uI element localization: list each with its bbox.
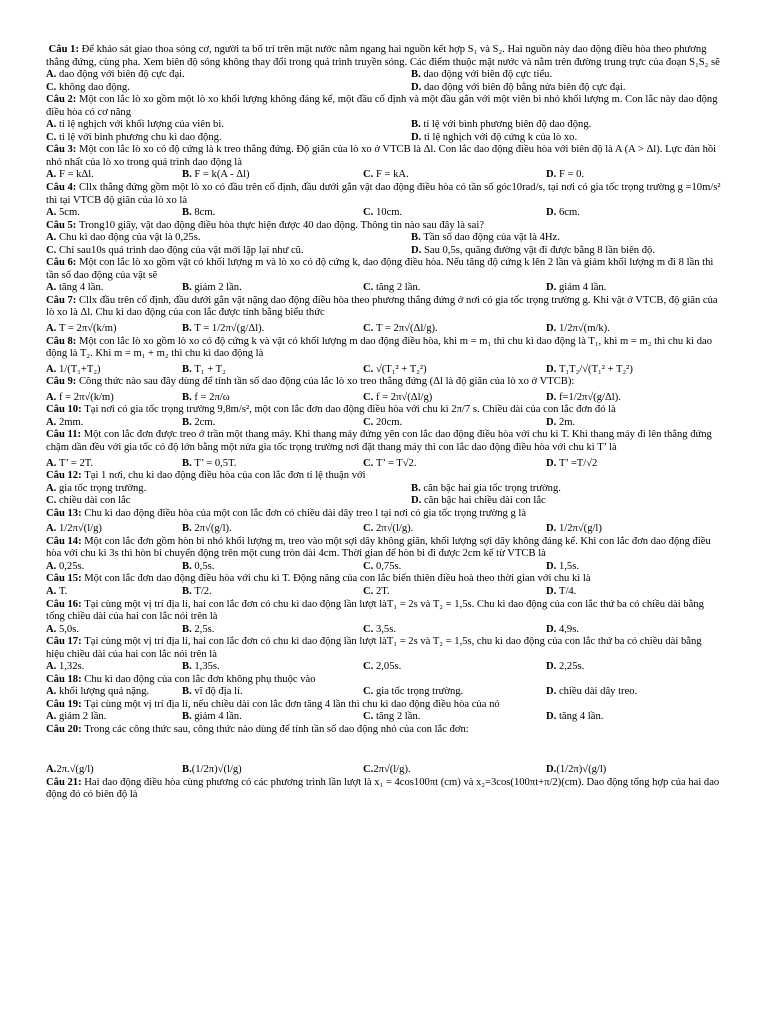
answer-options xyxy=(46,169,722,182)
answer-option-b[interactable]: B. Tần số dao động của vật là 4Hz. xyxy=(411,232,560,244)
answer-option-b[interactable]: B. T’ = 0,5T. xyxy=(182,457,237,469)
question-16 xyxy=(46,599,722,637)
question-text: Tại cùng một vị trí địa lí, hai con lắc đơn có chu kì dao động lần lượt làT₁ = 2s và T₂ = 1,5s, chu kì dao động của con lắc thứ ba có chiều dài bằng hiệu chiều dài của hai con lắc nói trên là xyxy=(46,636,702,660)
answer-option-d[interactable]: D. căn bậc hai chiều dài con lắc xyxy=(411,495,546,507)
answer-option-a[interactable]: A. giảm 2 lần. xyxy=(46,711,107,723)
question-13 xyxy=(46,508,722,536)
answer-option-b[interactable]: B. căn bậc hai gia tốc trọng trường. xyxy=(411,482,561,494)
answer-option-d[interactable]: D. F = 0. xyxy=(546,169,585,181)
question-stem xyxy=(46,573,722,586)
answer-option-b[interactable]: B. 2π√(g/l). xyxy=(182,523,232,535)
question-stem xyxy=(46,44,722,69)
question-stem xyxy=(46,599,722,624)
answer-option-a[interactable]: A. 1,32s. xyxy=(46,661,85,673)
question-text: Trong10 giây, vật dao động điều hòa thực hiện được 40 dao động. Thông tin nào sau đây là sai? xyxy=(78,219,485,231)
answer-option-c[interactable]: C. 3,5s. xyxy=(363,623,396,635)
question-text: Một con lắc đơn dao động điều hòa với chu kì T. Động năng của con lắc biến thiên điều hoà theo thời gian với chu kì là xyxy=(84,573,591,585)
question-text: Một con lắc lò xo gồm vật có khối lượng m và lò xo có độ cứng k, dao động điều hòa. Nếu tăng độ cứng k lên 2 lần và giảm khối lượng m đi 8 lần thì tần số dao động của vật sẽ xyxy=(46,257,714,281)
answer-option-b[interactable]: B. tỉ lệ với bình phương biên độ dao động. xyxy=(411,119,592,131)
question-18 xyxy=(46,674,722,699)
answer-options xyxy=(46,737,722,777)
question-3 xyxy=(46,144,722,182)
question-text: Chu kì dao động của con lắc đơn không phụ thuộc vào xyxy=(84,673,316,685)
question-stem xyxy=(46,699,722,712)
answer-option-c[interactable]: C. 2π√(l/g). xyxy=(363,763,411,775)
question-text: Tại cùng một vị trí địa lí, nếu chiều dài con lắc đơn tăng 4 lần thì chu kì dao động điều hòa của nó xyxy=(84,698,500,710)
answer-options xyxy=(46,361,722,377)
answer-option-b[interactable]: B. 2,5s. xyxy=(182,623,215,635)
answer-options xyxy=(46,520,722,536)
question-text: Cllx đầu trên cố định, đầu dưới gắn vật nặng dao động điều hòa theo phương thẳng đứng ở nơi có gia tốc trọng trường g. Khi vật ở VTCB, độ giãn của lò xo là Δl. Chu kì dao động của con lắc được tính bằng biểu thức xyxy=(46,294,718,319)
answer-option-a[interactable]: A. gia tốc trọng trường. xyxy=(46,482,147,494)
question-number: Câu 18: xyxy=(46,673,82,685)
answer-option-d[interactable]: D. 6cm. xyxy=(546,207,580,219)
question-stem xyxy=(46,636,722,661)
question-stem xyxy=(46,674,722,687)
answer-option-b[interactable]: B. T₁ + T₂ xyxy=(182,363,226,375)
answer-option-b[interactable]: B. giảm 4 lần. xyxy=(182,711,242,723)
question-number: Câu 12: xyxy=(46,470,82,482)
question-text: Một con lắc đơn được treo ở trần một thang máy. Khi thang máy đứng yên con lắc dao động điều hòa với chu kì T. Khi thang máy đi lên thẳng đứng chậm dần đều với gia tốc có độ lớn bằng một nửa gia tốc trọng trường nơi đặt thang máy thì con lắc dao động điều hòa với chu kì T’ là xyxy=(46,429,712,453)
question-number: Câu 20: xyxy=(46,723,82,735)
question-text: Để khảo sát giao thoa sóng cơ, người ta bố trí trên mặt nước nằm ngang hai nguồn kết hợp S₁ và S₂. Hai nguồn này dao động điều hòa theo phương thẳng đứng, cùng pha. Xem biên độ sóng không thay đổi trong quá trình truyền sóng. Các điểm thuộc mặt nước và nằm trên đường trung trực của đoạn S₁S₂ sẽ xyxy=(46,44,720,68)
question-text: Một con lắc lò xo gồm lò xo có độ cứng k và vật có khối lượng m dao động điều hòa, khi m = m₁ thì chu kì dao động là T₁, khi m = m₂ thì chu kì dao động là T₂. Khi m = m₁ + m₂ thì chu kì dao động là xyxy=(46,335,713,360)
question-text: Cllx thẳng đứng gồm một lò xo có đầu trên cố định, đầu dưới gắn vật dao động điều hòa có tần số góc10rad/s, tại nơi có gia tốc trọng trường g =10m/s² thì tại VTCB độ giãn của lò xo là xyxy=(46,182,721,206)
question-text: Một con lắc đơn gồm hòn bi nhỏ khối lượng m, treo vào một sợi dây không giãn, khối lượng sợi dây không đáng kể. Khi con lắc đơn dao động điều hòa với chu kì 3s thì hòn bi chuyển động trên một cung tròn dài 4cm. Thời gian để hòn bi đi được 2cm kể từ VTCB là xyxy=(46,535,711,560)
answer-option-b[interactable]: B. 1,35s. xyxy=(182,661,220,673)
question-number: Câu 17: xyxy=(46,636,82,648)
question-17 xyxy=(46,636,722,674)
question-number: Câu 19: xyxy=(46,698,82,710)
answer-option-d[interactable]: D. 4,9s. xyxy=(546,623,579,635)
answer-option-c[interactable]: C. f = 2π√(Δl/g) xyxy=(363,391,433,403)
question-2 xyxy=(46,94,722,144)
answer-option-b[interactable]: B. 8cm. xyxy=(182,207,216,219)
question-stem xyxy=(46,777,722,802)
answer-option-a[interactable]: A. dao động với biên độ cực đại. xyxy=(46,69,185,81)
answer-option-c[interactable]: C. 2π√(l/g). xyxy=(363,523,414,535)
answer-options xyxy=(46,661,722,674)
question-21 xyxy=(46,777,722,802)
question-15 xyxy=(46,573,722,598)
answer-options xyxy=(46,69,722,94)
question-stem xyxy=(46,376,722,389)
answer-option-d[interactable]: D. 2m. xyxy=(546,416,576,428)
question-stem xyxy=(46,508,722,521)
question-number: Câu 4: xyxy=(46,182,77,194)
answer-options xyxy=(46,561,722,574)
answer-option-a[interactable]: A. 2mm. xyxy=(46,416,84,428)
answer-option-a[interactable]: A. 0,25s. xyxy=(46,560,85,572)
answer-options xyxy=(46,483,722,508)
answer-option-c[interactable]: C. không dao động. xyxy=(46,81,130,93)
answer-option-b[interactable]: B. giảm 2 lần. xyxy=(182,282,242,294)
question-20 xyxy=(46,724,722,777)
answer-option-b[interactable]: B. T = 1/2π√(g/Δl). xyxy=(182,323,265,335)
answer-option-a[interactable]: A. Chu kì dao động của vật là 0,25s. xyxy=(46,232,201,244)
question-number: Câu 11: xyxy=(46,429,82,441)
answer-option-c[interactable]: C. T’ = T√2. xyxy=(363,457,417,469)
answer-option-c[interactable]: C. tỉ lệ với bình phương chu kì dao động. xyxy=(46,131,222,143)
answer-option-c[interactable]: C. 2T. xyxy=(363,585,390,597)
answer-options xyxy=(46,389,722,405)
answer-option-d[interactable]: D. tỉ lệ nghịch với độ cứng k của lò xo. xyxy=(411,131,578,143)
question-10 xyxy=(46,404,722,429)
question-number: Câu 14: xyxy=(46,535,82,547)
question-number: Câu 6: xyxy=(46,257,77,269)
answer-option-a[interactable]: A. F = kΔl. xyxy=(46,169,94,181)
question-14 xyxy=(46,536,722,574)
question-text: Tại 1 nơi, chu kì dao động điều hòa của con lắc đơn tỉ lệ thuận với xyxy=(84,470,366,482)
answer-option-d[interactable]: D. (1/2π)√(g/l) xyxy=(546,763,607,775)
answer-option-c[interactable]: C. tăng 2 lần. xyxy=(363,711,421,723)
question-number: Câu 2: xyxy=(46,94,77,106)
question-text: Tại nơi có gia tốc trọng trường 9,8m/s², một con lắc đơn dao động điều hòa với chu kì 2π/7 s. Chiều dài của con lắc đơn đó là xyxy=(84,404,616,416)
question-8 xyxy=(46,336,722,377)
answer-option-d[interactable]: D. T’ =T/√2 xyxy=(546,457,598,469)
answer-option-d[interactable]: D. T/4. xyxy=(546,585,577,597)
answer-options xyxy=(46,282,722,295)
question-text: Trong các công thức sau, công thức nào dùng để tính tần số dao động nhỏ của con lắc đơn: xyxy=(84,723,469,735)
answer-option-d[interactable]: D. 1/2π√(m/k). xyxy=(546,323,610,335)
answer-option-d[interactable]: D. dao động với biên độ bằng nửa biên độ cực đại. xyxy=(411,81,626,93)
question-6 xyxy=(46,257,722,295)
answer-options xyxy=(46,686,722,699)
question-1 xyxy=(46,44,722,94)
question-12 xyxy=(46,470,722,508)
answer-option-a[interactable]: A. T’ = 2T. xyxy=(46,457,94,469)
answer-option-d[interactable]: D. 2,25s. xyxy=(546,661,585,673)
answer-option-b[interactable]: B. (1/2π)√(l/g) xyxy=(182,763,242,775)
question-stem xyxy=(46,220,722,233)
question-text: Tại cùng một vị trí địa lí, hai con lắc đơn có chu kì dao động lần lượt làT₁ = 2s và T₂ = 1,5s. Chu kì dao động của con lắc thứ ba có chiều dài bằng tổng chiều dài của hai con lắc nói trên là xyxy=(46,598,704,623)
answer-option-a[interactable]: A. 5,0s. xyxy=(46,623,79,635)
question-stem xyxy=(46,257,722,282)
answer-option-a[interactable]: A. tỉ lệ nghịch với khối lượng của viên bi. xyxy=(46,119,224,131)
answer-option-b[interactable]: B. 2cm. xyxy=(182,416,216,428)
question-number: Câu 15: xyxy=(46,573,82,585)
question-7 xyxy=(46,295,722,336)
answer-options xyxy=(46,624,722,637)
answer-option-c[interactable]: C. 2,05s. xyxy=(363,661,402,673)
question-stem xyxy=(46,336,722,361)
answer-option-d[interactable]: D. Sau 0,5s, quãng đường vật đi được bằng 8 lần biên độ. xyxy=(411,244,655,256)
answer-option-d[interactable]: D. giảm 4 lần. xyxy=(546,282,607,294)
question-stem xyxy=(46,94,722,119)
question-stem xyxy=(46,144,722,169)
answer-option-d[interactable]: D. chiều dài dây treo. xyxy=(546,686,638,698)
question-number: Câu 3: xyxy=(46,144,77,156)
question-5 xyxy=(46,220,722,258)
question-stem xyxy=(46,182,722,207)
question-11 xyxy=(46,429,722,470)
answer-option-a[interactable]: A. T. xyxy=(46,585,68,597)
question-text: Hai dao động điều hòa cùng phương có các phương trình lần lượt là x₁ = 4cos100πt (cm) và x₂=3cos(100πt+π/2)(cm). Dao động tổng hợp của hai dao động đó có biên độ là xyxy=(46,776,720,801)
answer-option-d[interactable]: D. T₁T₂/√(T₁² + T₂²) xyxy=(546,363,633,375)
answer-option-d[interactable]: D. 1/2π√(g/l) xyxy=(546,523,602,535)
question-number: Câu 9: xyxy=(46,376,77,388)
answer-options xyxy=(46,232,722,257)
answer-options xyxy=(46,417,722,430)
answer-option-b[interactable]: B. F = k(A - Δl) xyxy=(182,169,250,181)
answer-option-c[interactable]: C. √(T₁² + T₂²) xyxy=(363,363,427,375)
answer-options xyxy=(46,320,722,336)
question-19 xyxy=(46,699,722,724)
question-number: Câu 21: xyxy=(46,776,82,788)
answer-options xyxy=(46,119,722,144)
answer-option-c[interactable]: C. gia tốc trọng trường. xyxy=(363,686,464,698)
answer-option-c[interactable]: C. 20cm. xyxy=(363,416,403,428)
answer-option-c[interactable]: C. chiều dài con lắc xyxy=(46,495,131,507)
answer-options xyxy=(46,586,722,599)
answer-option-c[interactable]: C. 0,75s. xyxy=(363,560,402,572)
answer-option-a[interactable]: A. T = 2π√(k/m) xyxy=(46,323,117,335)
answer-options xyxy=(46,711,722,724)
answer-option-a[interactable]: A. 2π.√(g/l) xyxy=(46,763,94,775)
question-text: Một con lắc lò xo gồm một lò xo khối lượng không đáng kể, một đầu cố định và một đầu gắn với một viên bi nhỏ khối lượng m. Con lắc này dao động điều hòa có cơ năng xyxy=(46,94,718,118)
answer-option-c[interactable]: C. tăng 2 lần. xyxy=(363,282,421,294)
answer-option-b[interactable]: B. dao động với biên độ cực tiểu. xyxy=(411,69,553,81)
answer-option-a[interactable]: A. tăng 4 lần. xyxy=(46,282,104,294)
question-number: Câu 5: xyxy=(46,219,77,231)
answer-option-a[interactable]: A. 1/(T₁+T₂) xyxy=(46,363,101,375)
question-stem xyxy=(46,536,722,561)
answer-option-c[interactable]: C. 10cm. xyxy=(363,207,403,219)
answer-option-c[interactable]: C. Chỉ sau10s quá trình dao động của vật mới lặp lại như cũ. xyxy=(46,244,304,256)
answer-option-a[interactable]: A. 1/2π√(l/g) xyxy=(46,523,102,535)
answer-option-a[interactable]: A. khối lượng quả nặng. xyxy=(46,686,150,698)
question-stem xyxy=(46,470,722,483)
question-stem xyxy=(46,724,722,737)
question-number: Câu 7: xyxy=(46,294,77,306)
question-number: Câu 13: xyxy=(46,507,82,519)
question-stem xyxy=(46,295,722,320)
question-stem xyxy=(46,404,722,417)
question-number: Câu 1: xyxy=(48,44,79,55)
answer-option-b[interactable]: B. f = 2π/ω xyxy=(182,391,230,403)
answer-option-b[interactable]: B. T/2. xyxy=(182,585,212,597)
answer-option-d[interactable]: D. f=1/2π√(g/Δl). xyxy=(546,391,621,403)
answer-option-a[interactable]: A. f = 2π√(k/m) xyxy=(46,391,114,403)
question-9 xyxy=(46,376,722,404)
question-4 xyxy=(46,182,722,220)
question-text: Một con lắc lò xo có độ cứng là k treo thẳng đứng. Độ giãn của lò xo ở VTCB là Δl. Con lắc dao động điều hòa với biên độ là A (A > Δl). Lực đàn hồi nhỏ nhất của lò xo trong quá trình dao động là xyxy=(46,144,717,168)
question-number: Câu 8: xyxy=(46,335,77,347)
answer-option-b[interactable]: B. 0,5s. xyxy=(182,560,215,572)
answer-option-c[interactable]: C. T = 2π√(Δl/g). xyxy=(363,323,438,335)
answer-option-d[interactable]: D. tăng 4 lần. xyxy=(546,711,604,723)
answer-options xyxy=(46,207,722,220)
answer-option-a[interactable]: A. 5cm. xyxy=(46,207,80,219)
answer-option-d[interactable]: D. 1,5s. xyxy=(546,560,579,572)
question-stem xyxy=(46,429,722,454)
question-text: Chu kì dao động điều hòa của một con lắc đơn có chiều dài dây treo l tại nơi có gia tốc trọng trường g là xyxy=(84,507,527,519)
answer-options xyxy=(46,455,722,471)
question-number: Câu 16: xyxy=(46,598,82,610)
question-number: Câu 10: xyxy=(46,404,82,416)
answer-option-b[interactable]: B. vĩ độ địa lí. xyxy=(182,686,243,698)
question-text: Công thức nào sau đây dùng để tính tần số dao động của lắc lò xo treo thẳng đứng (Δl là độ giãn của lò xo ở VTCB): xyxy=(78,376,575,388)
answer-option-c[interactable]: C. F = kA. xyxy=(363,169,409,181)
